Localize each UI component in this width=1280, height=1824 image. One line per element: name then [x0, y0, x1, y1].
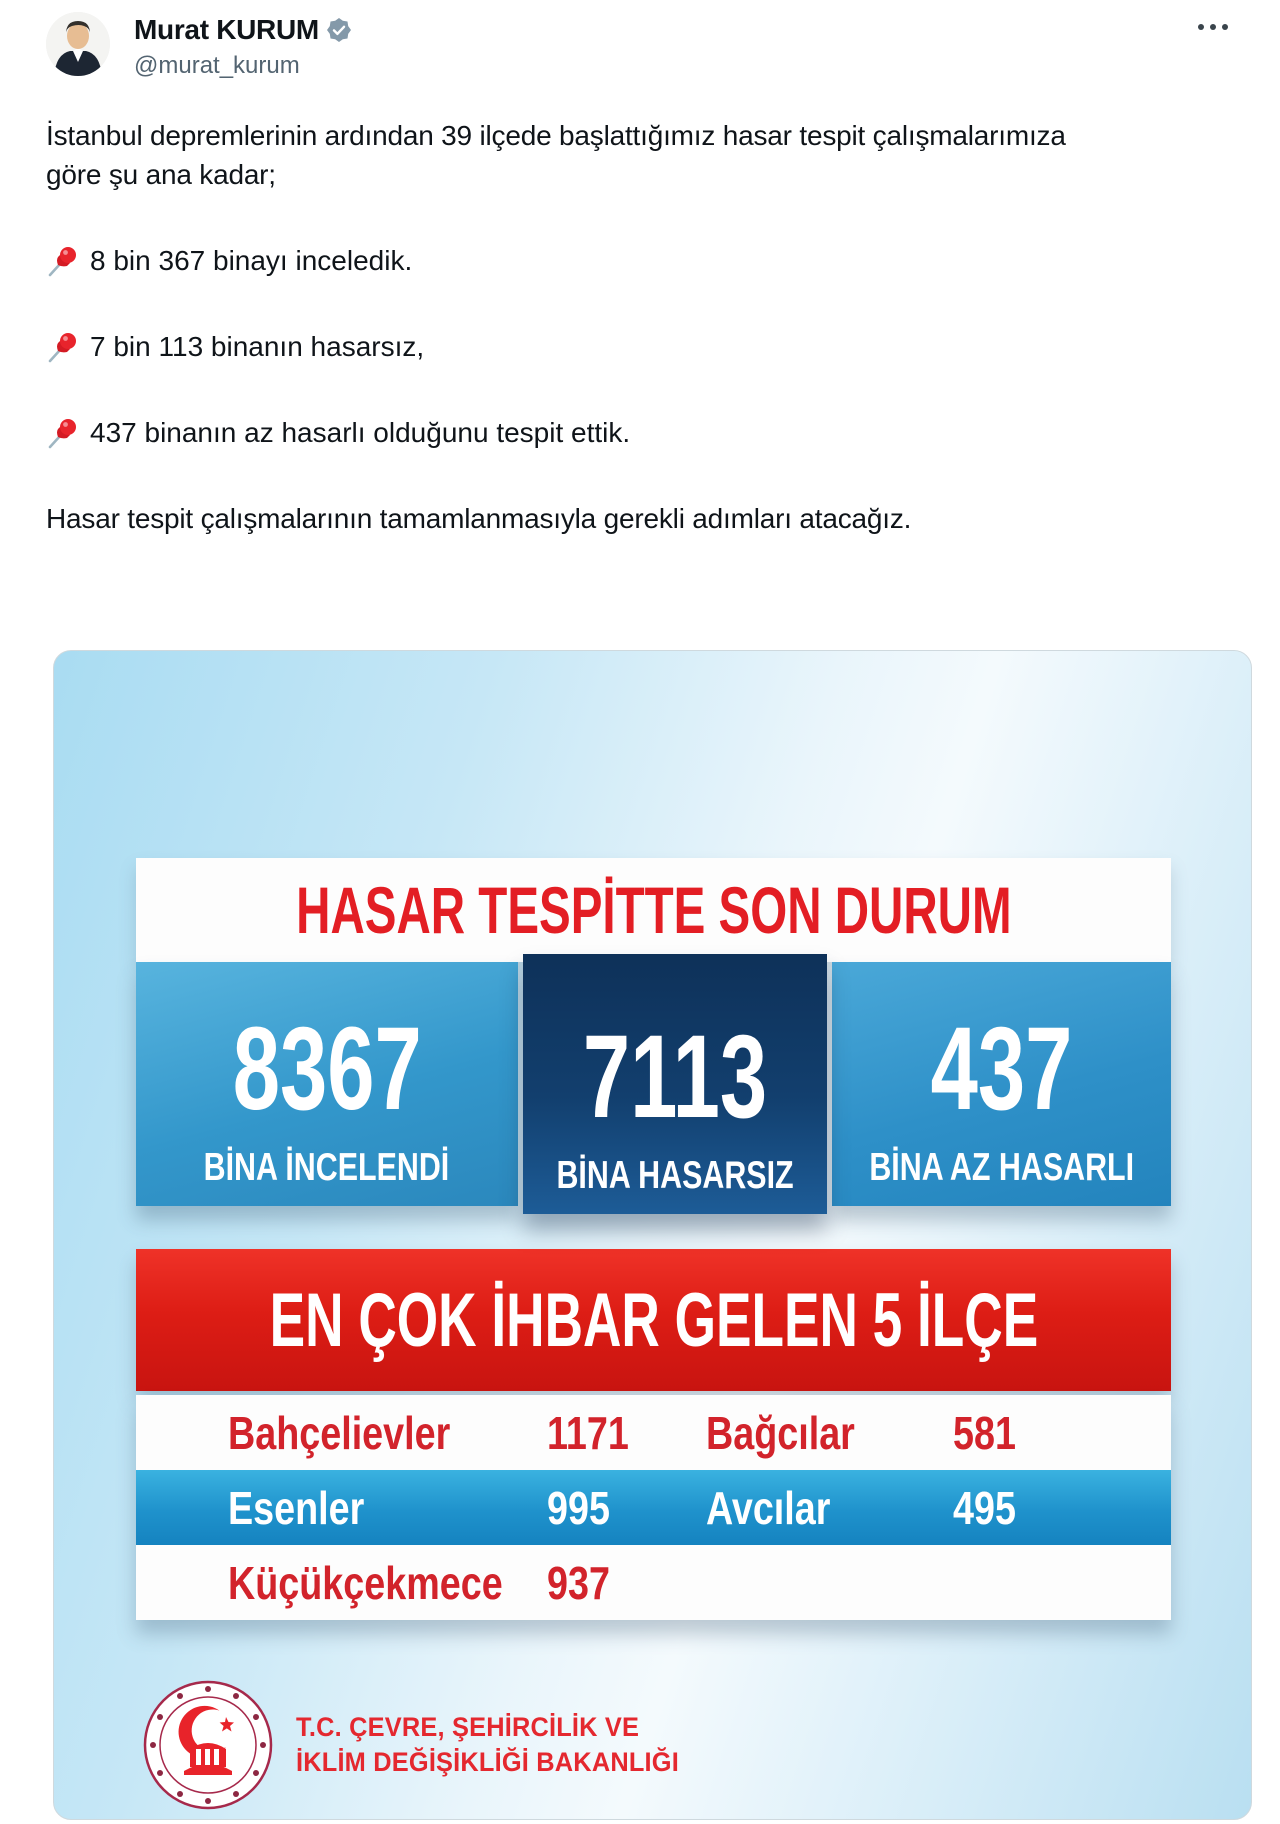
more-dot-icon	[1210, 24, 1216, 30]
stat-label: BİNA İNCELENDİ	[203, 1146, 450, 1189]
user-handle[interactable]: @murat_kurum	[134, 52, 300, 79]
more-dot-icon	[1198, 24, 1204, 30]
ministry-name-line1: T.C. ÇEVRE, ŞEHİRCİLİK VE	[296, 1712, 640, 1742]
ministry-name-line2: İKLİM DEĞİŞİKLİĞİ BAKANLIĞI	[296, 1747, 679, 1777]
district-name: Esenler	[228, 1481, 365, 1534]
more-options-button[interactable]	[1192, 18, 1234, 36]
stat-value: 7113	[582, 1011, 767, 1143]
ministry-name	[296, 1710, 679, 1780]
poster-title: HASAR TESPİTTE SON DURUM	[295, 873, 1012, 947]
display-name[interactable]: Murat KURUM	[134, 14, 319, 45]
tweet-header	[46, 8, 1236, 80]
stat-bina-az-hasarli	[832, 962, 1171, 1206]
bullet-text: 437 binanın az hasarlı olduğunu tespit ettik.	[90, 417, 631, 448]
stat-bina-hasarsiz	[523, 954, 827, 1214]
pushpin-icon	[46, 244, 80, 278]
district-name: Bahçelievler	[228, 1406, 451, 1459]
stat-value: 8367	[232, 1003, 422, 1135]
tweet-text-intro: İstanbul depremlerinin ardından 39 ilçede başlattığımız hasar tespit çalışmalarımıza göre şu ana kadar;	[46, 120, 1066, 190]
stat-bina-incelendi	[136, 962, 518, 1206]
stat-label: BİNA AZ HASARLI	[868, 1146, 1134, 1189]
table-row	[136, 1545, 1171, 1620]
avatar[interactable]	[46, 12, 110, 76]
tweet-bullet-3	[46, 413, 1086, 452]
verified-badge-icon	[327, 18, 351, 42]
district-name: Avcılar	[706, 1481, 831, 1534]
district-value: 995	[547, 1481, 610, 1534]
district-name: Küçükçekmece	[228, 1556, 503, 1609]
author-block	[134, 12, 351, 80]
avatar-photo	[46, 12, 110, 76]
district-value: 937	[547, 1556, 610, 1609]
district-value: 1171	[547, 1406, 629, 1459]
table-row	[136, 1470, 1171, 1545]
damage-report-poster	[54, 651, 1251, 1819]
ministry-footer	[142, 1679, 703, 1811]
tweet-text-closing: Hasar tespit çalışmalarının tamamlanmasıyla gerekli adımları atacağız.	[46, 503, 912, 534]
district-name: Bağcılar	[706, 1406, 855, 1459]
tweet-bullet-2	[46, 327, 1086, 366]
bullet-text: 7 bin 113 binanın hasarsız,	[90, 331, 425, 362]
more-dot-icon	[1222, 24, 1228, 30]
district-value: 495	[953, 1481, 1016, 1534]
tweet-image[interactable]	[53, 650, 1252, 1820]
poster-banner	[136, 1249, 1171, 1391]
tweet-bullet-1	[46, 241, 1086, 280]
table-row	[136, 1395, 1171, 1470]
pushpin-icon	[46, 416, 80, 450]
stat-value: 437	[930, 1003, 1073, 1135]
poster-title-panel	[136, 858, 1171, 962]
district-value: 581	[953, 1406, 1016, 1459]
stat-band	[136, 962, 1171, 1206]
district-table	[136, 1395, 1171, 1620]
ministry-emblem-icon	[142, 1679, 274, 1811]
banner-text: EN ÇOK İHBAR GELEN 5 İLÇE	[269, 1277, 1038, 1363]
bullet-text: 8 bin 367 binayı inceledik.	[90, 245, 413, 276]
tweet-body	[46, 116, 1086, 538]
stat-label: BİNA HASARSIZ	[555, 1154, 794, 1197]
pushpin-icon	[46, 330, 80, 364]
